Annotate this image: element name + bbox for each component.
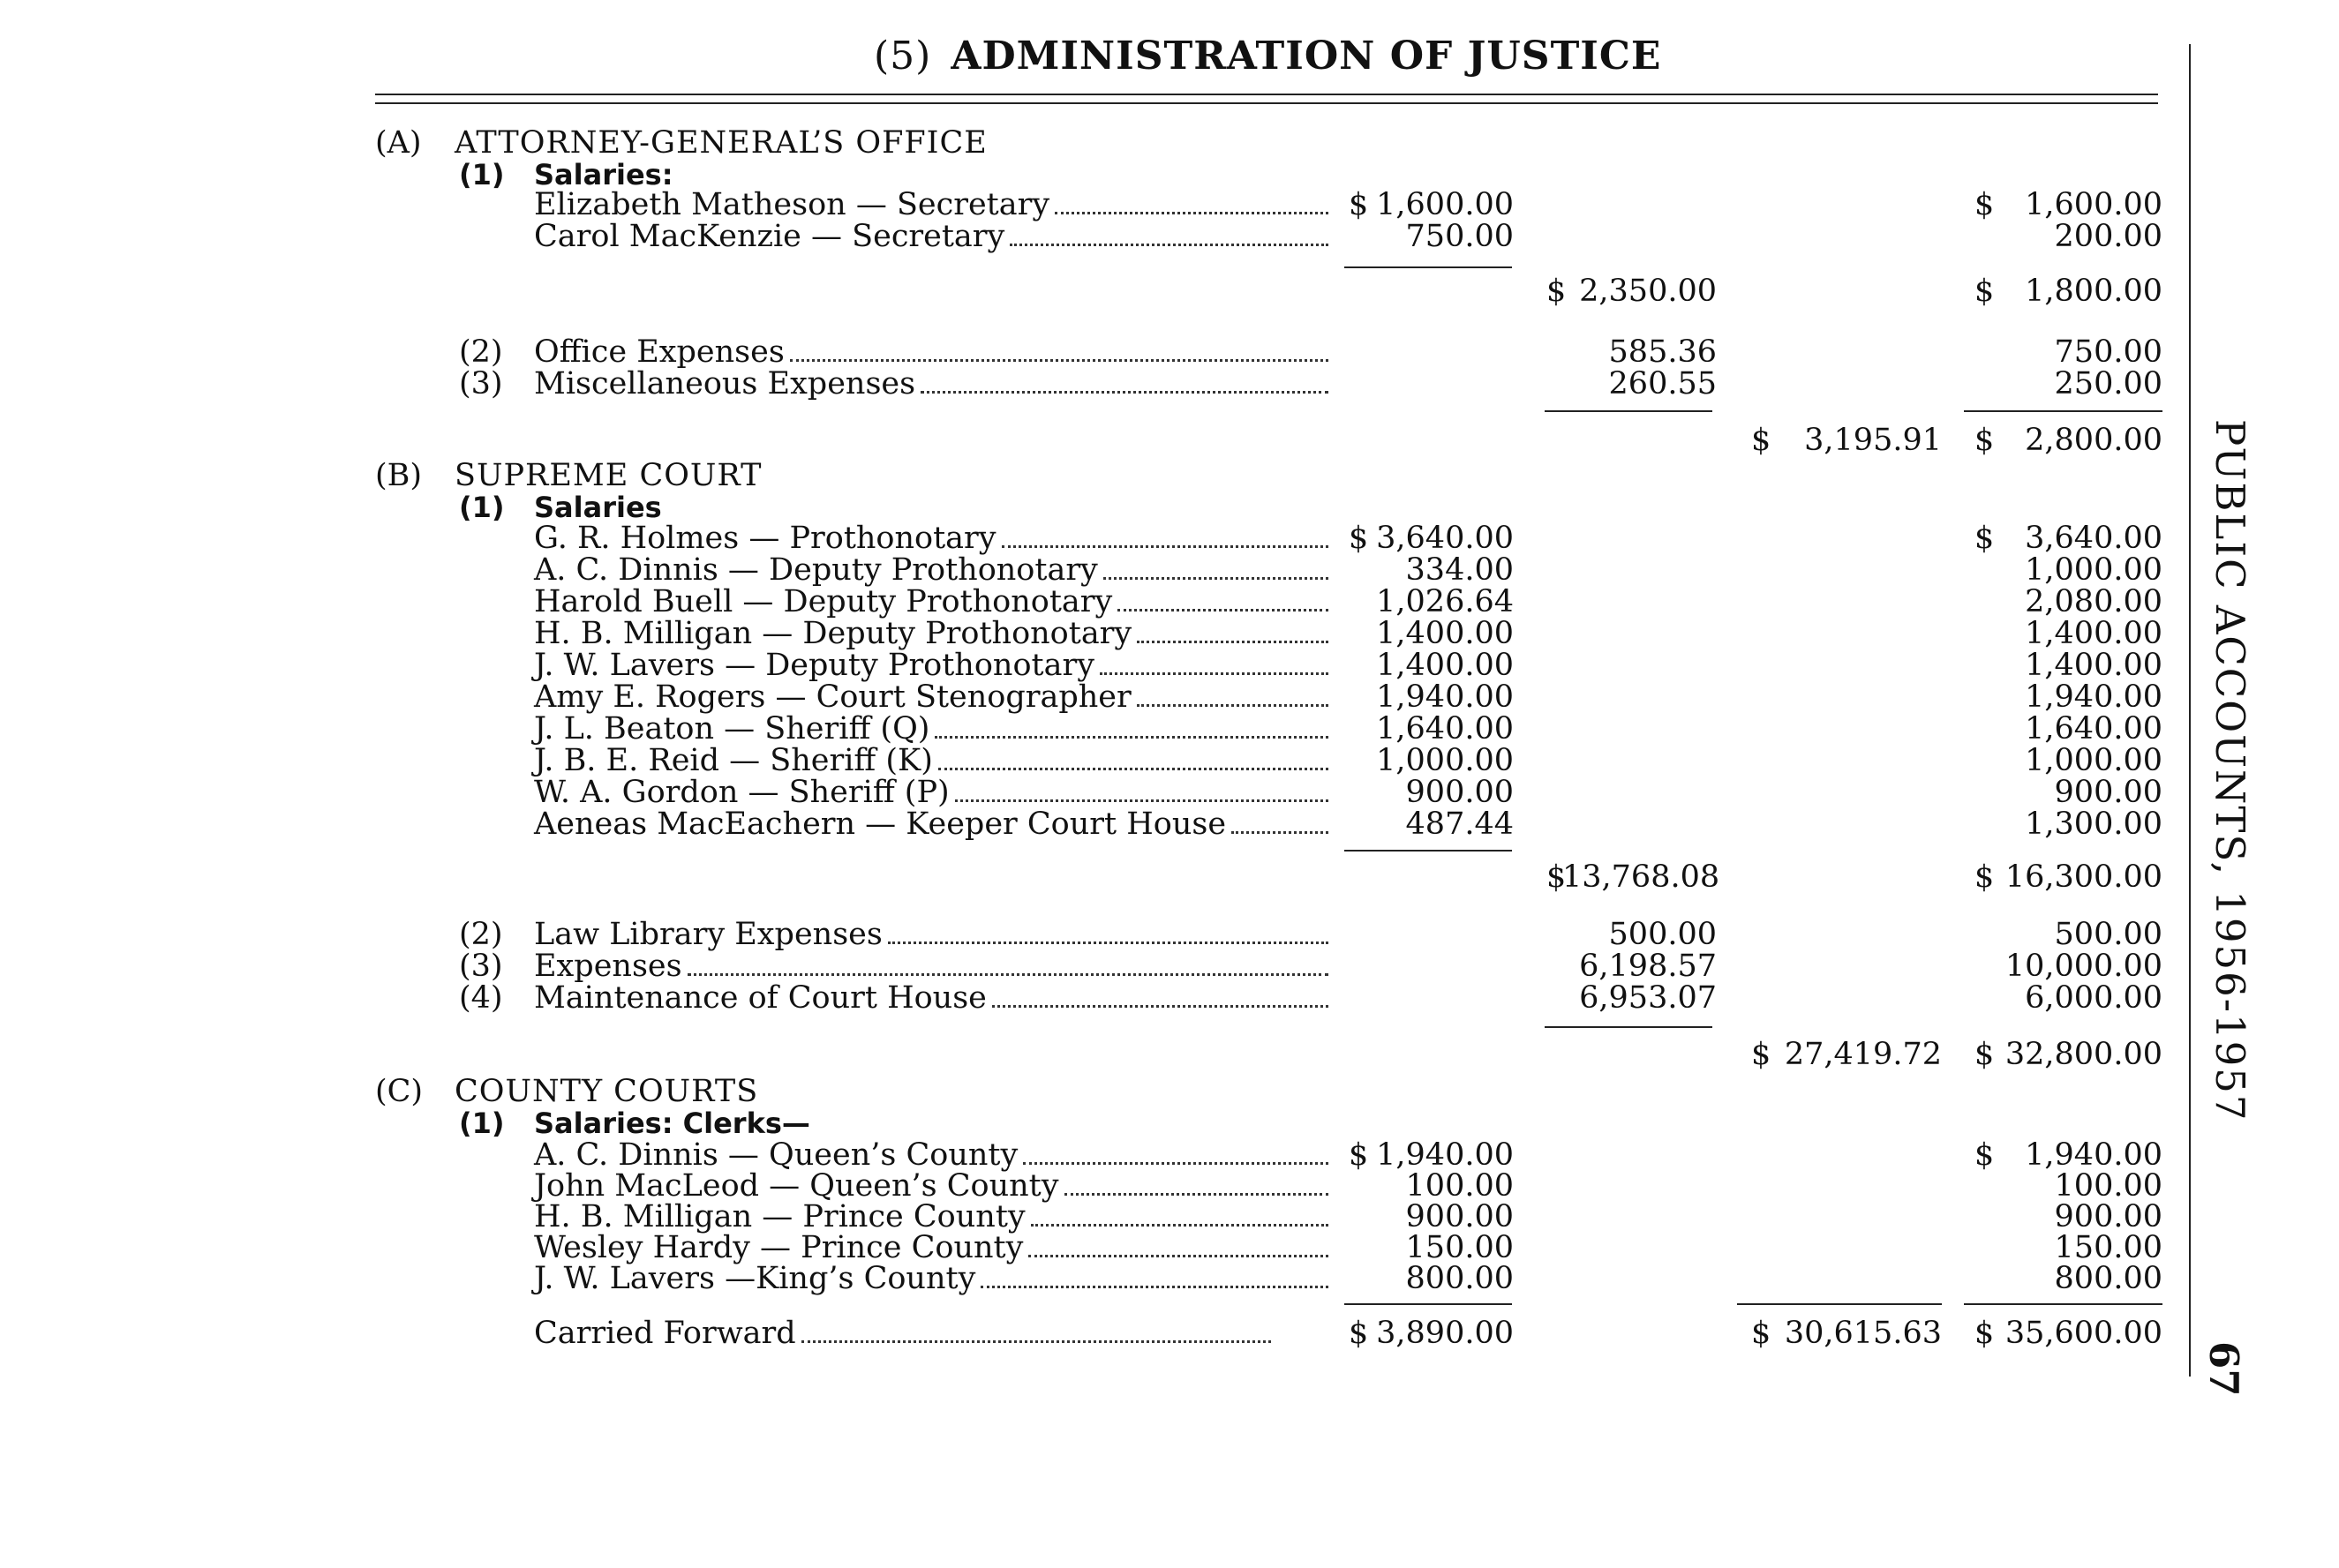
dollar-sign: $ <box>1751 1316 1771 1351</box>
item-name: Expenses <box>534 949 1328 983</box>
sub-label: Salaries <box>534 491 662 524</box>
row-name: Carol MacKenzie — Secretary <box>534 220 1328 253</box>
dollar-sign: $ <box>1751 423 1771 458</box>
sub-label: Salaries: Clerks— <box>534 1107 810 1140</box>
item-amount-c4: 750.00 <box>2054 334 2162 370</box>
row-name: Elizabeth Matheson — Secretary <box>534 188 1328 221</box>
row-name: H. B. Milligan — Prince County <box>534 1200 1328 1234</box>
section-letter: (A) <box>375 125 422 161</box>
title-rule-top <box>375 94 2158 95</box>
row-name: Wesley Hardy — Prince County <box>534 1231 1328 1264</box>
dollar-sign: $ <box>1974 274 1995 309</box>
page-number: 67 <box>2200 1341 2247 1397</box>
row-name: A. C. Dinnis — Queen’s County <box>534 1138 1328 1172</box>
row-amount-c4: 1,600.00 <box>2025 187 2162 222</box>
rule-b-c1 <box>1344 850 1512 852</box>
row-amount-c4: 200.00 <box>2054 219 2162 254</box>
row-amount-c1: 1,400.00 <box>1376 616 1514 651</box>
dollar-sign: $ <box>1546 274 1567 309</box>
sub-number: (1) <box>459 1107 505 1140</box>
page-title <box>874 34 1661 79</box>
side-running-head: PUBLIC ACCOUNTS, 1956-1957 <box>2207 419 2253 1122</box>
row-amount-c1: 1,940.00 <box>1376 1137 1514 1173</box>
dollar-sign: $ <box>1751 1037 1771 1072</box>
row-amount-c4: 1,940.00 <box>2025 679 2162 715</box>
row-amount-c4: 1,400.00 <box>2025 648 2162 683</box>
section-title: COUNTY COURTS <box>455 1074 759 1109</box>
dollar-sign: $ <box>1974 1137 1995 1173</box>
row-amount-c1: 1,000.00 <box>1376 743 1514 778</box>
row-amount-c1: 100.00 <box>1405 1168 1514 1204</box>
row-amount-c1: 900.00 <box>1405 775 1514 810</box>
dollar-sign: $ <box>1974 521 1995 556</box>
row-amount-c1: 1,400.00 <box>1376 648 1514 683</box>
dollar-sign: $ <box>1974 1316 1995 1351</box>
item-amount-c2: 6,953.07 <box>1579 980 1717 1016</box>
title-text: ADMINISTRATION OF JUSTICE <box>951 34 1662 79</box>
row-name: W. A. Gordon — Sheriff (P) <box>534 776 1328 809</box>
subtotal-c2: 2,350.00 <box>1579 274 1717 309</box>
item-number: (2) <box>459 917 503 952</box>
row-amount-c1: 1,640.00 <box>1376 711 1514 746</box>
total-c3: 27,419.72 <box>1784 1037 1942 1072</box>
dollar-sign: $ <box>1349 1137 1369 1173</box>
item-amount-c4: 500.00 <box>2054 917 2162 952</box>
total-c4: 32,800.00 <box>2004 1037 2162 1072</box>
rule-cf-c1 <box>1344 1303 1512 1305</box>
row-amount-c4: 900.00 <box>2054 775 2162 810</box>
dollar-sign: $ <box>1974 187 1995 222</box>
total-c3: 3,195.91 <box>1804 423 1942 458</box>
row-name: Aeneas MacEachern — Keeper Court House <box>534 807 1328 841</box>
row-amount-c4: 1,940.00 <box>2025 1137 2162 1173</box>
row-name: Harold Buell — Deputy Prothonotary <box>534 585 1328 619</box>
subtotal-c2: 13,768.08 <box>1562 859 1720 895</box>
title-rule-bottom <box>375 102 2158 104</box>
row-name: John MacLeod — Queen’s County <box>534 1169 1328 1203</box>
sub-number: (1) <box>459 158 505 191</box>
item-name: Miscellaneous Expenses <box>534 367 1328 401</box>
dollar-sign: $ <box>1349 1316 1369 1351</box>
item-amount-c2: 500.00 <box>1608 917 1717 952</box>
dollar-sign: $ <box>1974 1037 1995 1072</box>
item-name: Office Expenses <box>534 335 1328 369</box>
row-amount-c1: 3,640.00 <box>1376 521 1514 556</box>
row-name: H. B. Milligan — Deputy Prothonotary <box>534 617 1328 650</box>
rule-a-c4 <box>1964 410 2162 412</box>
row-amount-c1: 750.00 <box>1405 219 1514 254</box>
sub-label: Salaries: <box>534 158 673 191</box>
item-amount-c4: 10,000.00 <box>2004 949 2162 984</box>
title-number: (5) <box>874 34 932 79</box>
row-amount-c1: 334.00 <box>1405 552 1514 588</box>
rule-a-c1 <box>1344 266 1512 268</box>
section-title: SUPREME COURT <box>455 458 763 493</box>
sub-number: (1) <box>459 491 505 524</box>
section-title: ATTORNEY-GENERAL’S OFFICE <box>455 125 988 161</box>
item-number: (2) <box>459 334 503 370</box>
row-amount-c1: 150.00 <box>1405 1230 1514 1265</box>
rule-cf-c4 <box>1964 1303 2162 1305</box>
row-amount-c1: 1,026.64 <box>1376 584 1514 619</box>
rule-b-c2 <box>1545 1026 1712 1028</box>
rule-a-c2 <box>1545 410 1712 412</box>
row-amount-c4: 1,640.00 <box>2025 711 2162 746</box>
row-amount-c1: 1,600.00 <box>1376 187 1514 222</box>
item-name: Maintenance of Court House <box>534 981 1328 1015</box>
row-amount-c4: 1,400.00 <box>2025 616 2162 651</box>
row-name: J. W. Lavers — Deputy Prothonotary <box>534 649 1328 682</box>
row-amount-c4: 1,000.00 <box>2025 552 2162 588</box>
dollar-sign: $ <box>1349 187 1369 222</box>
row-name: A. C. Dinnis — Deputy Prothonotary <box>534 553 1328 587</box>
item-number: (3) <box>459 366 503 401</box>
dollar-sign: $ <box>1349 521 1369 556</box>
item-number: (3) <box>459 949 503 984</box>
dollar-sign: $ <box>1974 859 1995 895</box>
dollar-sign: $ <box>1546 859 1567 895</box>
dollar-sign: $ <box>1974 423 1995 458</box>
row-amount-c1: 900.00 <box>1405 1199 1514 1234</box>
item-amount-c2: 585.36 <box>1608 334 1717 370</box>
rule-cf-c3 <box>1737 1303 1942 1305</box>
item-amount-c2: 6,198.57 <box>1579 949 1717 984</box>
subtotal-c4: 1,800.00 <box>2025 274 2162 309</box>
row-amount-c1: 487.44 <box>1405 807 1514 842</box>
carried-forward-c4: 35,600.00 <box>2004 1316 2162 1351</box>
item-amount-c4: 250.00 <box>2054 366 2162 401</box>
row-amount-c4: 1,300.00 <box>2025 807 2162 842</box>
section-letter: (C) <box>375 1074 424 1109</box>
item-name: Law Library Expenses <box>534 918 1328 951</box>
row-amount-c4: 800.00 <box>2054 1261 2162 1296</box>
item-amount-c2: 260.55 <box>1608 366 1717 401</box>
right-margin-rule <box>2189 44 2191 1377</box>
row-name: Amy E. Rogers — Court Stenographer <box>534 680 1328 714</box>
carried-forward-c3: 30,615.63 <box>1784 1316 1942 1351</box>
row-name: J. W. Lavers —King’s County <box>534 1262 1328 1295</box>
row-name: J. B. E. Reid — Sheriff (K) <box>534 744 1328 777</box>
row-amount-c4: 100.00 <box>2054 1168 2162 1204</box>
total-c4: 2,800.00 <box>2025 423 2162 458</box>
carried-forward-c1: 3,890.00 <box>1376 1316 1514 1351</box>
row-amount-c4: 150.00 <box>2054 1230 2162 1265</box>
row-amount-c1: 1,940.00 <box>1376 679 1514 715</box>
row-name: G. R. Holmes — Prothonotary <box>534 521 1328 555</box>
carried-forward-label: Carried Forward <box>534 1317 1271 1350</box>
subtotal-c4: 16,300.00 <box>2004 859 2162 895</box>
item-amount-c4: 6,000.00 <box>2025 980 2162 1016</box>
row-amount-c4: 1,000.00 <box>2025 743 2162 778</box>
row-name: J. L. Beaton — Sheriff (Q) <box>534 712 1328 746</box>
row-amount-c1: 800.00 <box>1405 1261 1514 1296</box>
row-amount-c4: 2,080.00 <box>2025 584 2162 619</box>
item-number: (4) <box>459 980 503 1016</box>
row-amount-c4: 3,640.00 <box>2025 521 2162 556</box>
row-amount-c4: 900.00 <box>2054 1199 2162 1234</box>
section-letter: (B) <box>375 458 423 493</box>
